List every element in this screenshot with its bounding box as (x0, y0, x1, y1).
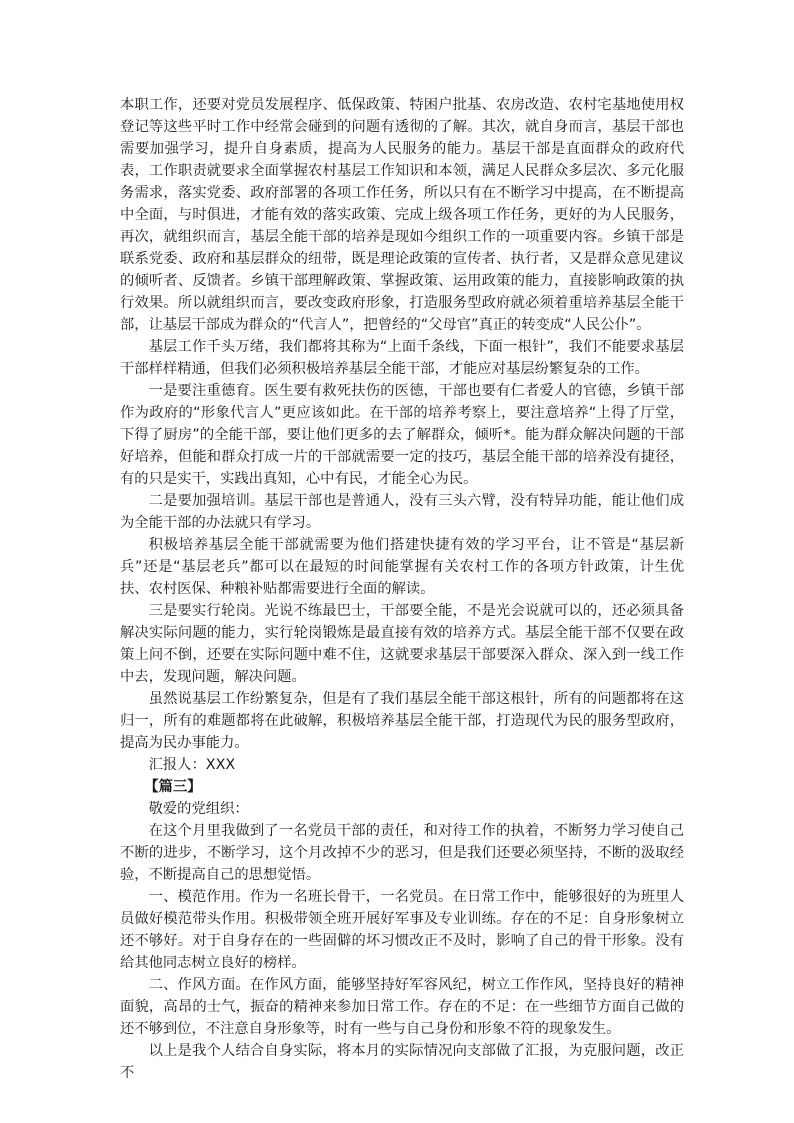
document-page (120, 94, 684, 1084)
reporter-signature: 汇报人：XXX (148, 757, 236, 773)
body-paragraph: 基层工作千头万绪，我们都将其称为“上面千条线，下面一根针”，我们不能要求基层干部样样精通，但我们必须积极培养基层全能干部，才能应对基层纷繁复杂的工作。 (120, 339, 684, 377)
body-paragraph: 一是要注重德育。医生要有救死扶伤的医德，干部也要有仁者爱人的官德，乡镇干部作为政府的“形象代言人”更应该如此。在干部的培养考察上，要注意培养“上得了厅堂，下得了厨房”的全能干部，要让他们更多的去了解群众，倾听*。能为群众解决问题的干部好培养，但能和群众打成一片的干部就需要一定的技巧，基层全能干部的培养没有捷径，有的只是实干，实践出真知，心中有民，才能全心为民。 (120, 383, 684, 487)
body-paragraph: 本职工作，还要对党员发展程序、低保政策、特困户批基、农房改造、农村宅基地使用权登记等这些平时工作中经常会碰到的问题有透彻的了解。其次，就自身而言，基层干部也需要加强学习，提升自身素质，提高为人民服务的能力。基层干部是直面群众的政府代表，工作职责就要求全面掌握农村基层工作知识和本领，满足人民群众多层次、多元化服务需求，落实党委、政府部署的各项工作任务，所以只有在不断学习中提高，在不断提高中全面，与时俱进，才能有效的落实政策、完成上级各项工作任务，更好的为人民服务，再次，就组织而言，基层全能干部的培养是现如今组织工作的一项重要内容。乡镇干部是联系党委、政府和基层群众的纽带，既是理论政策的宣传者、执行者，又是群众意见建议的倾听者、反馈者。乡镇干部理解政策、掌握政策、运用政策的能力，直接影响政策的执行效果。所以就组织而言，要改变政府形象，打造服务型政府就必须着重培养基层全能干部，让基层干部成为群众的“代言人”，把曾经的“父母官”真正的转变成“人民公仆”。 (120, 97, 684, 333)
salutation: 敬爱的党组织： (148, 801, 249, 817)
body-paragraph: 在这个月里我做到了一名党员干部的责任，和对待工作的执着，不断努力学习使自己不断的进步，不断学习，这个月改掉不少的恶习，但是我们还要必须坚持，不断的汲取经验，不断提高自己的思想觉悟。 (120, 823, 684, 883)
body-paragraph: 虽然说基层工作纷繁复杂，但是有了我们基层全能干部这根针，所有的问题都将在这归一，所有的难题都将在此破解，积极培养基层全能干部，打造现代为民的服务型政府，提高为民办事能力。 (120, 691, 684, 751)
body-paragraph: 以上是我个人结合自身实际，将本月的实际情况向支部做了汇报，为克服问题，改正不 (120, 1043, 684, 1081)
section-heading: 【篇三】 (144, 779, 202, 795)
body-paragraph: 一、模范作用。作为一名班长骨干，一名党员。在日常工作中，能够很好的为班里人员做好模范带头作用。积极带领全班开展好军事及专业训练。存在的不足：自身形象树立还不够好。对于自身存在的一些固僻的坏习惯改正不及时，影响了自己的骨干形象。没有给其他同志树立良好的榜样。 (120, 889, 684, 971)
body-paragraph: 三是要实行轮岗。光说不练最巴士，干部要全能，不是光会说就可以的，还必须具备解决实际问题的能力，实行轮岗锻炼是最直接有效的培养方式。基层全能干部不仅要在政策上问不倒，还要在实际问题中难不住，这就要求基层干部要深入群众、深入到一线工作中去，发现问题，解决问题。 (120, 603, 684, 685)
body-paragraph: 积极培养基层全能干部就需要为他们搭建快捷有效的学习平台，让不管是“基层新兵”还是“基层老兵”都可以在最短的时间能掌握有关农村工作的各项方针政策，计生优扶、农村医保、种粮补贴都需要进行全面的解读。 (120, 537, 684, 597)
body-paragraph: 二、作风方面。在作风方面，能够坚持好军容风纪，树立工作作风，坚持良好的精神面貌，高昂的士气，振奋的精神来参加日常工作。存在的不足：在一些细节方面自己做的还不够到位，不注意自身形象等，时有一些与自己身份和形象不符的现象发生。 (120, 977, 684, 1037)
body-paragraph: 二是要加强培训。基层干部也是普通人，没有三头六臂，没有特异功能，能让他们成为全能干部的办法就只有学习。 (120, 493, 684, 531)
